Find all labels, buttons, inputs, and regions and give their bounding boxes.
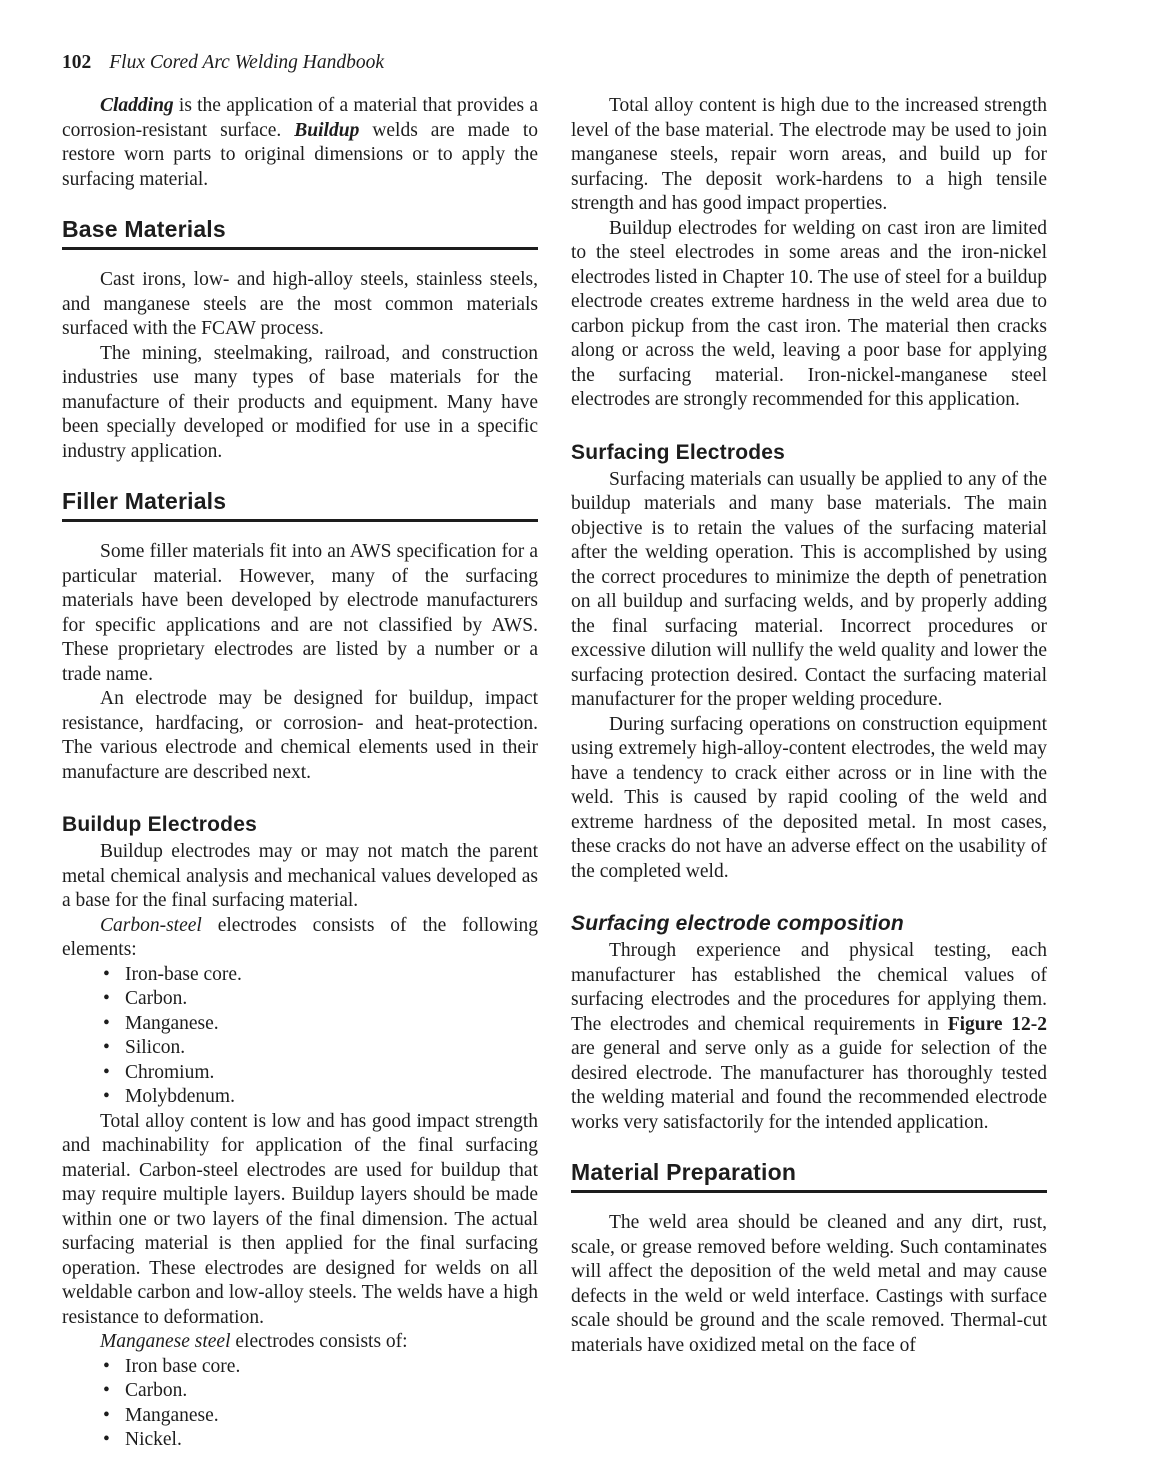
paragraph <box>62 687 538 785</box>
bullet-icon: • <box>103 1037 110 1058</box>
bullet-icon: • <box>103 1061 110 1083</box>
bullet-icon: • <box>103 988 110 1009</box>
bullet-icon: • <box>103 963 110 985</box>
bullet-item <box>62 1036 538 1061</box>
paragraph <box>62 342 538 465</box>
text-run: electrodes consists of the following elements: <box>62 914 538 960</box>
text-run: Carbon-steel <box>100 914 202 936</box>
bullet-item <box>62 1012 538 1037</box>
bullet-icon: • <box>103 1086 110 1107</box>
bullet-item <box>62 1061 538 1086</box>
text-run: electrodes consists of: <box>230 1331 408 1352</box>
paragraph <box>571 939 1047 1135</box>
bullet-list <box>62 1355 538 1453</box>
text-run: Total alloy content is low and has good impact strength and machinability for application of the final surfacing material. Carbon-steel electrodes are used for buildup that may require multiple layers. Buildup layers should be made within one or two layers of the final dimension. The actual surfacing material is then applied for the final surfacing operation. These electrodes are designed for welds on all weldable carbon and low-alloy steels. The welds have a high resistance to deformation. <box>62 1110 538 1328</box>
page-number: 102 <box>62 52 92 73</box>
bullet-item <box>62 1355 538 1380</box>
bullet-icon: • <box>103 1404 110 1426</box>
sub-heading-italic: Surfacing electrode composition <box>571 912 904 935</box>
text-run: Surfacing materials can usually be applied to any of the buildup materials and many base materials. The main objective is to retain the values of the surfacing material after the welding operation. This is accomplished by using the correct procedures to minimize the depth of penetration on all buildup and surfacing welds, and by properly adding the final surfacing material. Incorrect procedures or excessive dilution will nullify the weld quality and lower the surfacing protection desired. Contact the surfacing material manufacturer for the proper welding procedure. <box>571 468 1047 710</box>
bullet-icon: • <box>103 1380 110 1401</box>
paragraph <box>571 217 1047 413</box>
text-run: Total alloy content is high due to the increased strength level of the base material. The electrode may be used to join manganese steels, repair worn areas, and build up for surfacing. The deposit work-hardens to a high tensile strength and has good impact properties. <box>571 95 1047 214</box>
text-run: Figure 12-2 <box>947 1013 1047 1035</box>
paragraph <box>571 1211 1047 1358</box>
text-run: Cast irons, low- and high-alloy steels, stainless steels, and manganese steels are the most common materials surfaced with the FCAW process. <box>62 269 538 339</box>
sub-heading: Buildup Electrodes <box>62 813 257 836</box>
section-heading: Filler Materials <box>62 488 538 522</box>
right-column <box>571 94 1047 1358</box>
paragraph <box>62 840 538 914</box>
left-column <box>62 94 538 1453</box>
paragraph <box>62 268 538 342</box>
text-run: Buildup <box>294 119 360 141</box>
bullet-text: Carbon. <box>125 988 188 1009</box>
text-run: Manganese steel <box>100 1331 231 1352</box>
section-heading: Base Materials <box>62 216 538 250</box>
bullet-text: Nickel. <box>125 1429 182 1450</box>
page-header <box>62 52 384 74</box>
bullet-icon: • <box>103 1355 110 1377</box>
bullet-icon: • <box>103 1429 110 1450</box>
paragraph <box>571 713 1047 885</box>
bullet-text: Silicon. <box>125 1037 186 1058</box>
paragraph <box>62 914 538 963</box>
bullet-text: Carbon. <box>125 1380 188 1401</box>
bullet-item <box>62 987 538 1012</box>
text-run: Through experience and physical testing, each manufacturer has established the chemical values of surfacing electrodes and the procedures for applying them. The electrodes and chemical requirements in <box>571 940 1047 1035</box>
text-run: Some filler materials fit into an AWS specification for a particular material. However, many of the surfacing materials have been developed by electrode manufacturers for specific applications and are not classified by AWS. These proprietary electrodes are listed by a number or a trade name. <box>62 541 538 685</box>
paragraph <box>571 468 1047 713</box>
text-run: Cladding <box>100 95 174 116</box>
paragraph <box>571 94 1047 217</box>
text-run: Buildup electrodes may or may not match the parent metal chemical analysis and mechanical values developed as a base for the final surfacing material. <box>62 841 538 911</box>
bullet-text: Iron base core. <box>125 1355 241 1377</box>
bullet-list <box>62 963 538 1110</box>
text-run: are general and serve only as a guide for selection of the desired electrode. The manufacturer has thoroughly tested the welding material and found the recommended electrode works very satisfactorily for the intended application. <box>571 1038 1047 1133</box>
bullet-item <box>62 1404 538 1429</box>
bullet-item <box>62 1085 538 1110</box>
bullet-text: Manganese. <box>125 1012 219 1034</box>
bullet-text: Manganese. <box>125 1404 219 1426</box>
text-run: The mining, steelmaking, railroad, and construction industries use many types of base materials for the manufacture of their products and equipment. Many have been specially developed or modified for use in a specific industry application. <box>62 342 538 462</box>
sub-heading: Surfacing Electrodes <box>571 440 786 464</box>
text-run: Buildup electrodes for welding on cast iron are limited to the steel electrodes in some areas and the iron-nickel electrodes listed in Chapter 10. The use of steel for a buildup electrode creates extreme hardness in the weld area due to carbon pickup from the cast iron. The material then cracks along or across the weld, leaving a poor base for applying the surfacing material. Iron-nickel-manganese steel electrodes are strongly recommended for this application. <box>571 217 1047 410</box>
text-run: is the application of a material that provides a corrosion-resistant surface. <box>62 95 538 141</box>
paragraph <box>62 540 538 687</box>
bullet-item <box>62 963 538 988</box>
text-run: The weld area should be cleaned and any dirt, rust, scale, or grease removed before welding. Such contaminates will affect the deposition of the weld metal and may cause defects in the weld or weld interface. Castings with surface scale should be ground and the scale removed. Thermal-cut materials have oxidized metal on the face of <box>571 1212 1047 1356</box>
bullet-item <box>62 1379 538 1404</box>
paragraph <box>62 1330 538 1355</box>
book-title: Flux Cored Arc Welding Handbook <box>109 52 385 73</box>
text-run: An electrode may be designed for buildup, impact resistance, hardfacing, or corrosion- and heat-protection. The various electrode and chemical elements used in their manufacture are described next. <box>62 688 538 783</box>
paragraph <box>62 1110 538 1331</box>
section-heading: Material Preparation <box>571 1159 1047 1193</box>
paragraph <box>62 94 538 192</box>
text-run: During surfacing operations on construction equipment using extremely high-alloy-content electrodes, the weld may have a tendency to crack either across or in line with the weld. This is caused by rapid cooling of the weld and extreme hardness of the deposited metal. In most cases, these cracks do not have an adverse effect on the usability of the completed weld. <box>571 713 1047 882</box>
bullet-text: Molybdenum. <box>125 1086 235 1107</box>
text-run: welds are made to restore worn parts to original dimensions or to apply the surfacing material. <box>62 119 538 190</box>
bullet-text: Iron-base core. <box>125 963 242 985</box>
bullet-item <box>62 1428 538 1453</box>
bullet-icon: • <box>103 1012 110 1034</box>
bullet-text: Chromium. <box>125 1061 215 1083</box>
